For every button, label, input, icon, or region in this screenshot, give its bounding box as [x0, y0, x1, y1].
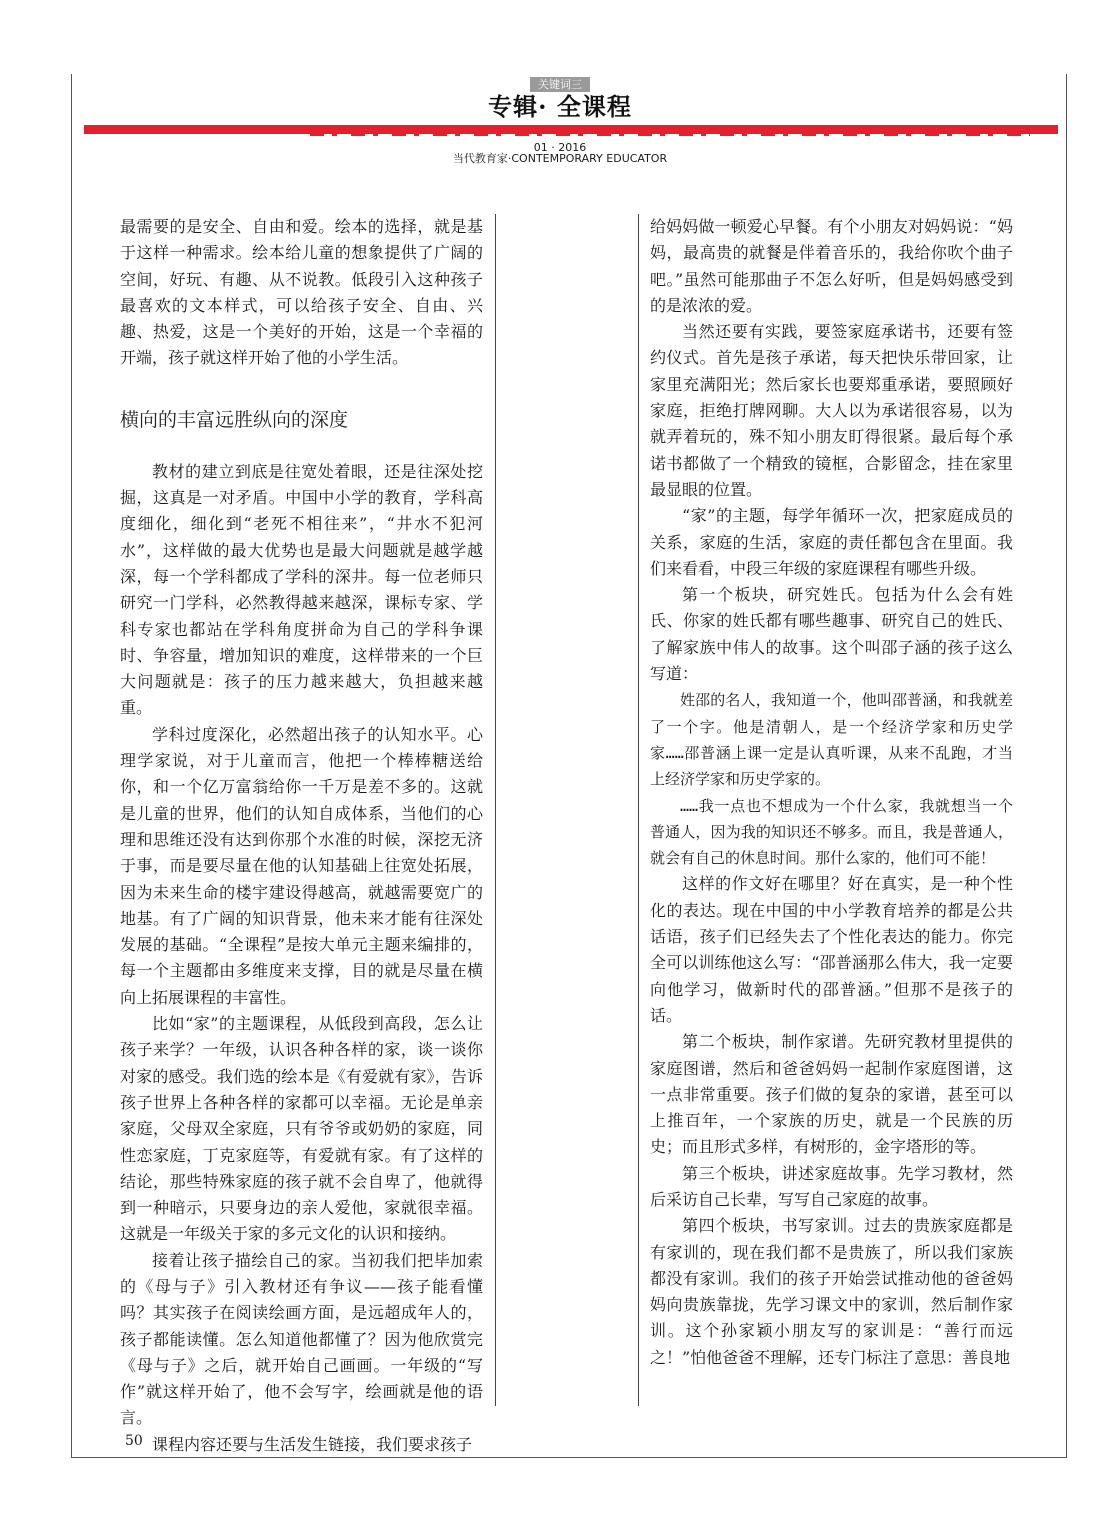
- header-red-bar-brush-edge: [310, 132, 1030, 136]
- body-paragraph: 比如“家”的主题课程，从低段到高段，怎么让孩子来学？一年级，认识各种各样的家，谈一谈你对家的感受。我们选的绘本是《有爱就有家》，告诉孩子世界上各种各样的家都可以幸福。无论是单亲家庭，父母双全家庭，只有爷爷或奶奶的家庭，同性恋家庭，丁克家庭等，有爱就有家。有了这样的结论，那些特殊家庭的孩子就不会自卑了，他就得到一种暗示，只要身边的亲人爱他，家就很幸福。这就是一年级关于家的多元文化的认识和接纳。: [120, 1014, 483, 1244]
- column-rule-right: [638, 214, 639, 1406]
- body-paragraph: 给妈妈做一顿爱心早餐。有个小朋友对妈妈说：“妈妈，最高贵的就餐是伴着音乐的，我给你吹个曲子吧。”虽然可能那曲子不怎么好听，但是妈妈感受到的是浓浓的爱。: [650, 217, 1013, 315]
- body-paragraph: 课程内容还要与生活发生链接，我们要求孩子: [152, 1434, 473, 1454]
- right-column: [650, 214, 1013, 1371]
- body-paragraph: 当然还要有实践，要签家庭承诺书，还要有签约仪式。首先是孩子承诺，每天把快乐带回家，让家里充满阳光；然后家长也要郑重承诺，要照顾好家庭，拒绝打牌网聊。大人以为承诺很容易，以为就弄着玩的，殊不知小朋友盯得很紧。最后每个承诺书都做了一个精致的镜框，合影留念，挂在家里最显眼的位置。: [650, 322, 1013, 499]
- student-quote: ……我一点也不想成为一个什么家，我就想当一个普通人，因为我的知识还不够多。而且，我是普通人，就会有自己的休息时间。那什么家的，他们可不能！: [650, 796, 1013, 868]
- body-paragraph: 教材的建立到底是往宽处着眼，还是往深处挖掘，这真是一对矛盾。中国中小学的教育，学科高度细化，细化到“老死不相往来”，“井水不犯河水”，这样做的最大优势也是最大问题就是越学越深，每一个学科都成了学科的深井。每一位老师只研究一门学科，必然教得越来越深，课标专家、学科专家也都站在学科角度拼命为自己的学科争课时、争容量，增加知识的难度，这样带来的一个巨大问题就是：孩子的压力越来越大，负担越来越重。: [120, 461, 483, 718]
- body-paragraph: 第一个板块，研究姓氏。包括为什么会有姓氏、你家的姓氏都有哪些趣事、研究自己的姓氏、了解家族中伟人的故事。这个叫邵子涵的孩子这么写道：: [650, 585, 1013, 684]
- left-column: [120, 214, 483, 1458]
- body-paragraph: “家”的主题，每学年循环一次，把家庭成员的关系，家庭的生活，家庭的责任都包含在里面。我们来看看，中段三年级的家庭课程有哪些升级。: [650, 506, 1013, 578]
- body-paragraph: 这样的作文好在哪里？好在真实，是一种个性化的表达。现在中国的中小学教育培养的都是公共话语，孩子们已经失去了个性化表达的能力。你完全可以训练他这么写：“邵普涵那么伟大，我一定要向他学习，做新时代的邵普涵。”但那不是孩子的话。: [650, 874, 1013, 1025]
- body-paragraph: 第三个板块，讲述家庭故事。先学习教材，然后采访自己长辈，写写自己家庭的故事。: [650, 1163, 1013, 1209]
- article-subheading: 横向的丰富远胜纵向的深度: [120, 408, 349, 431]
- page-frame-left: [71, 74, 72, 1458]
- column-rule-left: [495, 214, 496, 1406]
- issue-date: 01 · 2016: [533, 141, 587, 154]
- intro-paragraph: 最需要的是安全、自由和爱。绘本的选择，就是基于这样一种需求。绘本给儿童的想象提供了广阔的空间，好玩、有趣、从不说教。低段引入这种孩子最喜欢的文本样式，可以给孩子安全、自由、兴趣、热爱，这是一个美好的开始，这是一个幸福的开端，孩子就这样开始了他的小学生活。: [120, 217, 483, 368]
- body-paragraph: 接着让孩子描绘自己的家。当初我们把毕加索的《母与子》引入教材还有争议——孩子能看懂吗？其实孩子在阅读绘画方面，是远超成年人的，孩子都能读懂。怎么知道他都懂了？因为他欣赏完《母与子》之后，就开始自己画画。一年级的“写作”就这样开始了，他不会写字，绘画就是他的语言。: [120, 1250, 483, 1428]
- page-frame-right: [1066, 74, 1067, 1458]
- student-quote: 姓邵的名人，我知道一个，他叫邵普涵，和我就差了一个字。他是清朝人，是一个经济学家和历史学家……邵普涵上课一定是认真听课，从来不乱跑，才当上经济学家和历史学家的。: [650, 691, 1013, 789]
- page-number: 50: [125, 1433, 143, 1449]
- body-paragraph: 第二个板块，制作家谱。先研究教材里提供的家庭图谱，然后和爸爸妈妈一起制作家庭图谱，这一点非常重要。孩子们做的复杂的家谱，甚至可以上推百年，一个家族的历史，就是一个民族的历史；而且形式多样，有树形的，金字塔形的等。: [650, 1032, 1013, 1157]
- body-paragraph: 学科过度深化，必然超出孩子的认知水平。心理学家说，对于儿童而言，他把一个棒棒糖送给你，和一个亿万富翁给你一千万是差不多的。这就是儿童的世界，他们的认知自成体系，当他们的心理和思维还没有达到你那个水准的时候，深挖无济于事，而是要尽量在他的认知基础上往宽处拓展，因为未来生命的楼宇建设得越高，就越需要宽广的地基。有了广阔的知识背景，他未来才能有往深处发展的基础。“全课程”是按大单元主题来编排的，每一个主题都由多维度来支撑，目的就是尽量在横向上拓展课程的丰富性。: [120, 724, 483, 1007]
- body-paragraph: 第四个板块，书写家训。过去的贵族家庭都是有家训的，现在我们都不是贵族了，所以我们家族都没有家训。我们的孩子开始尝试推动他的爸爸妈妈向贵族靠拢，先学习课文中的家训，然后制作家训。这个孙家颖小朋友写的家训是：“善行而远之！”怕他爸爸不理解，还专门标注了意思：善良地: [650, 1216, 1013, 1367]
- magazine-name: 当代教育家·CONTEMPORARY EDUCATOR: [452, 152, 668, 165]
- section-title: 专辑· 全课程: [488, 92, 632, 121]
- keyword-tag: 关键词三: [530, 77, 590, 92]
